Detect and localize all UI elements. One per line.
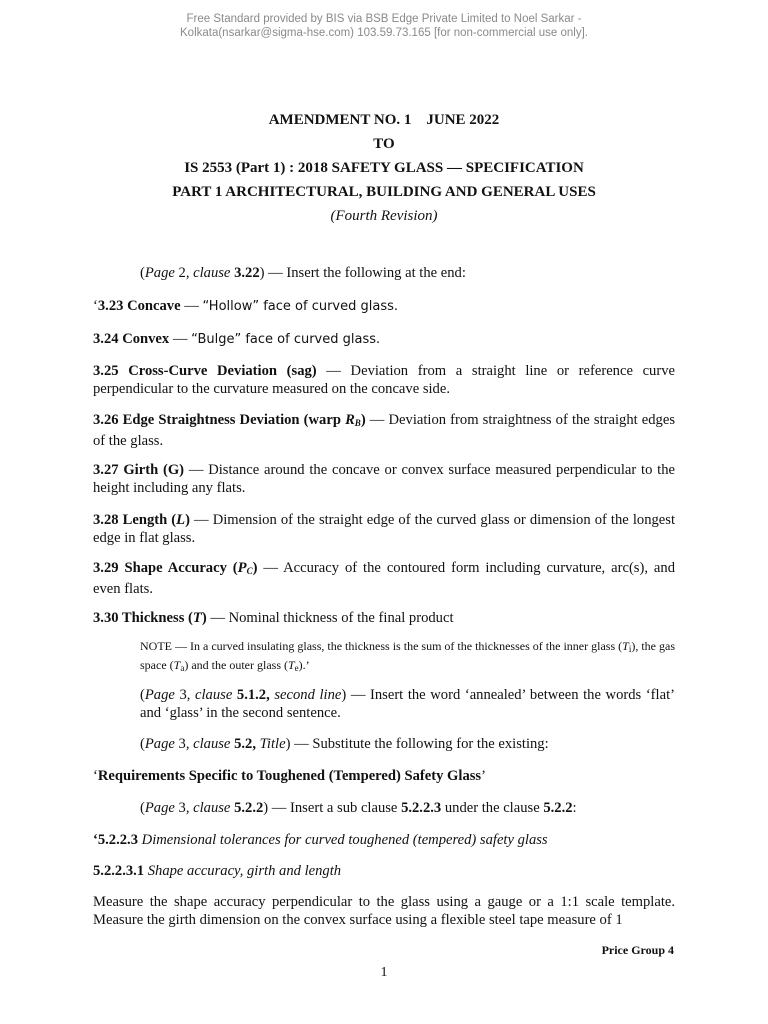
definition-3-29: 3.29 Shape Accuracy $(P_C)$ — Accuracy of the contoured form including curvature, arc(s), and even flats. xyxy=(93,560,675,597)
thickness-note: NOTE — In a curved insulating glass, the thickness is the sum of the thicknesses of the inner glass $(T_i)$, the gas space $(T_a)$ and the outer glass $(T_e)$.’ xyxy=(140,639,676,673)
instruction-page3-5-2-2: (Page 3, clause 5.2.2) — Insert a sub clause 5.2.2.3 under the clause 5.2.2: xyxy=(140,800,577,816)
instruction-page3-5-1-2: (Page 3, clause 5.1.2, second line) — Insert the word ‘annealed’ between the words ‘flat’ and ‘glass’ in the second sentence. xyxy=(140,687,675,721)
amendment-title xyxy=(0,112,768,129)
definition-3-25: 3.25 Cross-Curve Deviation (sag) — Deviation from a straight line or reference curve perpendicular to the curvature measured on the concave side. xyxy=(93,363,675,397)
definition-3-28: 3.28 Length (L) — Dimension of the straight edge of the curved glass or dimension of the longest edge in flat glass. xyxy=(93,512,675,546)
watermark-line-1: Free Standard provided by BIS via BSB Edge Private Limited to Noel Sarkar - xyxy=(186,13,582,25)
requirements-heading: ‘Requirements Specific to Toughened (Tempered) Safety Glass’ xyxy=(93,768,486,784)
watermark-line-2: Kolkata(nsarkar@sigma-hse.com) 103.59.73.165 [for non-commercial use only]. xyxy=(180,27,588,39)
clause-5-2-2-3: ‘5.2.2.3 Dimensional tolerances for curved toughened (tempered) safety glass xyxy=(93,832,548,848)
standard-title: IS 2553 (Part 1) : 2018 SAFETY GLASS — SPECIFICATION xyxy=(184,160,584,176)
definition-3-24: 3.24 Convex — “Bulge” face of curved glass. xyxy=(93,331,381,347)
definition-3-23: ‘3.23 Concave — “Hollow” face of curved glass. xyxy=(93,298,399,314)
part-title: PART 1 ARCHITECTURAL, BUILDING AND GENERAL USES xyxy=(172,184,596,200)
amendment-date: JUNE 2022 xyxy=(426,112,500,128)
amendment-number: AMENDMENT NO. 1 xyxy=(268,112,412,128)
revision-label: (Fourth Revision) xyxy=(330,208,438,224)
definition-3-30: 3.30 Thickness (T) — Nominal thickness of the final product xyxy=(93,610,454,626)
price-group: Price Group 4 xyxy=(601,943,674,957)
instruction-page2: (Page 2, clause 3.22) — Insert the following at the end: xyxy=(140,265,466,281)
title-to: TO xyxy=(373,136,395,152)
instruction-page3-5-2: (Page 3, clause 5.2, Title) — Substitute the following for the existing: xyxy=(140,736,549,752)
definition-3-26: 3.26 Edge Straightness Deviation (warp $R_B$) — Deviation from straightness of the straight edges of the glass. xyxy=(93,412,676,449)
measurement-paragraph: Measure the shape accuracy perpendicular to the glass using a gauge or a 1:1 scale template. Measure the girth dimension on the convex surface using a flexible steel tape measure of 1 xyxy=(93,894,675,928)
page-number: 1 xyxy=(380,965,388,980)
definition-3-27: 3.27 Girth (G) — Distance around the concave or convex surface measured perpendicular to the height including any flats. xyxy=(93,462,675,496)
watermark xyxy=(0,12,768,40)
clause-5-2-2-3-1: 5.2.2.3.1 Shape accuracy, girth and length xyxy=(93,863,342,879)
